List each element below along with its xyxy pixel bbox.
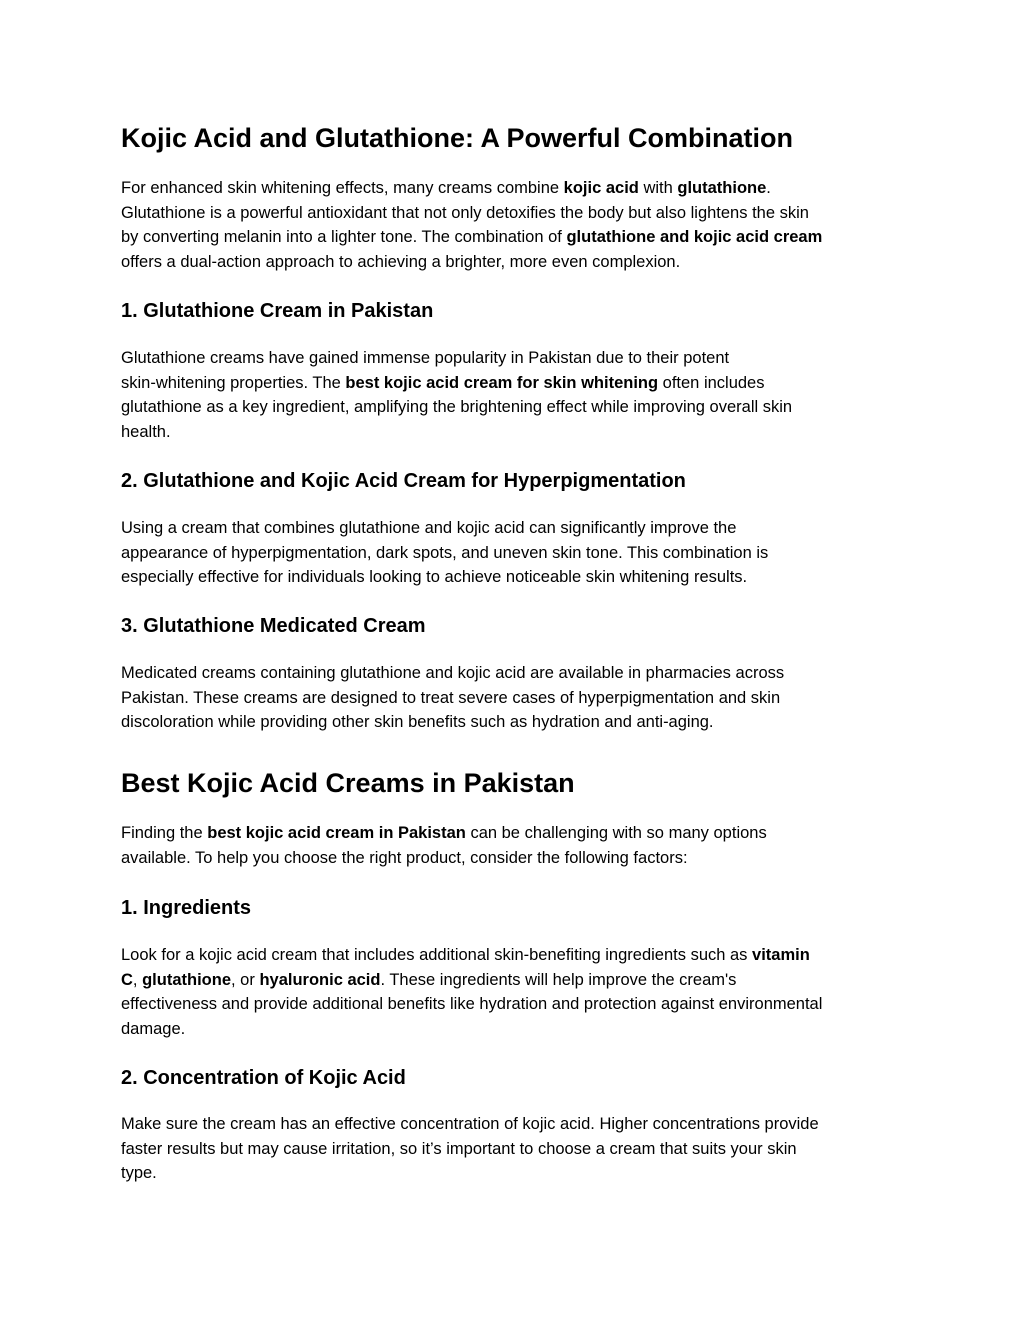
paragraph-combination (121, 176, 911, 274)
text-line: Make sure the cream has an effective concentration of kojic acid. Higher concentrations provide (121, 1115, 819, 1133)
text-line: discoloration while providing other skin benefits such as hydration and anti-aging. (121, 713, 714, 732)
text-line: C, glutathione, or hyaluronic acid. These ingredients will help improve the cream's (121, 970, 737, 989)
text-line: glutathione as a key ingredient, amplifying the brightening effect while improving overall skin (121, 398, 793, 417)
text-line: skin-whitening properties. The best kojic acid cream for skin whitening often includes (121, 373, 765, 392)
paragraph-medicated-cream (121, 661, 911, 735)
text-line: Glutathione creams have gained immense popularity in Pakistan due to their potent (121, 349, 730, 367)
text-line: damage. (121, 1019, 186, 1038)
text-line: Look for a kojic acid cream that includes additional skin-benefiting ingredients such as vitamin (121, 946, 810, 964)
paragraph-concentration (121, 1112, 911, 1186)
subheading-ingredients: 1. Ingredients (121, 897, 252, 919)
paragraph-glutathione-cream (121, 346, 911, 444)
text-line: type. (121, 1164, 157, 1183)
text-line: Finding the best kojic acid cream in Pakistan can be challenging with so many options (121, 824, 767, 842)
text-line: effectiveness and provide additional benefits like hydration and protection against environmental (121, 995, 823, 1014)
section-heading-kojic-glutathione: Kojic Acid and Glutathione: A Powerful Combination (121, 123, 793, 153)
text-line: by converting melanin into a lighter tone. The combination of glutathione and kojic acid cream (121, 228, 823, 247)
text-line: health. (121, 422, 171, 441)
section-heading-best-creams: Best Kojic Acid Creams in Pakistan (121, 768, 575, 798)
subheading-medicated-cream: 3. Glutathione Medicated Cream (121, 615, 426, 637)
text-line: available. To help you choose the right product, consider the following factors: (121, 848, 688, 867)
text-line: Glutathione is a powerful antioxidant that not only detoxifies the body but also lightens the skin (121, 203, 809, 222)
paragraph-ingredients (121, 943, 911, 1041)
paragraph-hyperpigmentation (121, 516, 911, 590)
subheading-concentration: 2. Concentration of Kojic Acid (121, 1067, 406, 1089)
paragraph-best-creams (121, 821, 911, 870)
text-line: appearance of hyperpigmentation, dark spots, and uneven skin tone. This combination is (121, 543, 769, 562)
text-line: offers a dual-action approach to achieving a brighter, more even complexion. (121, 252, 681, 271)
subheading-glutathione-cream-pakistan: 1. Glutathione Cream in Pakistan (121, 300, 434, 322)
text-line: Medicated creams containing glutathione and kojic acid are available in pharmacies across (121, 664, 785, 682)
text-line: especially effective for individuals looking to achieve noticeable skin whitening results. (121, 568, 748, 587)
text-line: For enhanced skin whitening effects, many creams combine kojic acid with glutathione. (121, 179, 771, 197)
subheading-hyperpigmentation: 2. Glutathione and Kojic Acid Cream for Hyperpigmentation (121, 470, 686, 492)
text-line: Pakistan. These creams are designed to treat severe cases of hyperpigmentation and skin (121, 688, 781, 707)
text-line: faster results but may cause irritation, so it’s important to choose a cream that suits your skin (121, 1139, 797, 1158)
text-line: Using a cream that combines glutathione and kojic acid can significantly improve the (121, 519, 737, 537)
